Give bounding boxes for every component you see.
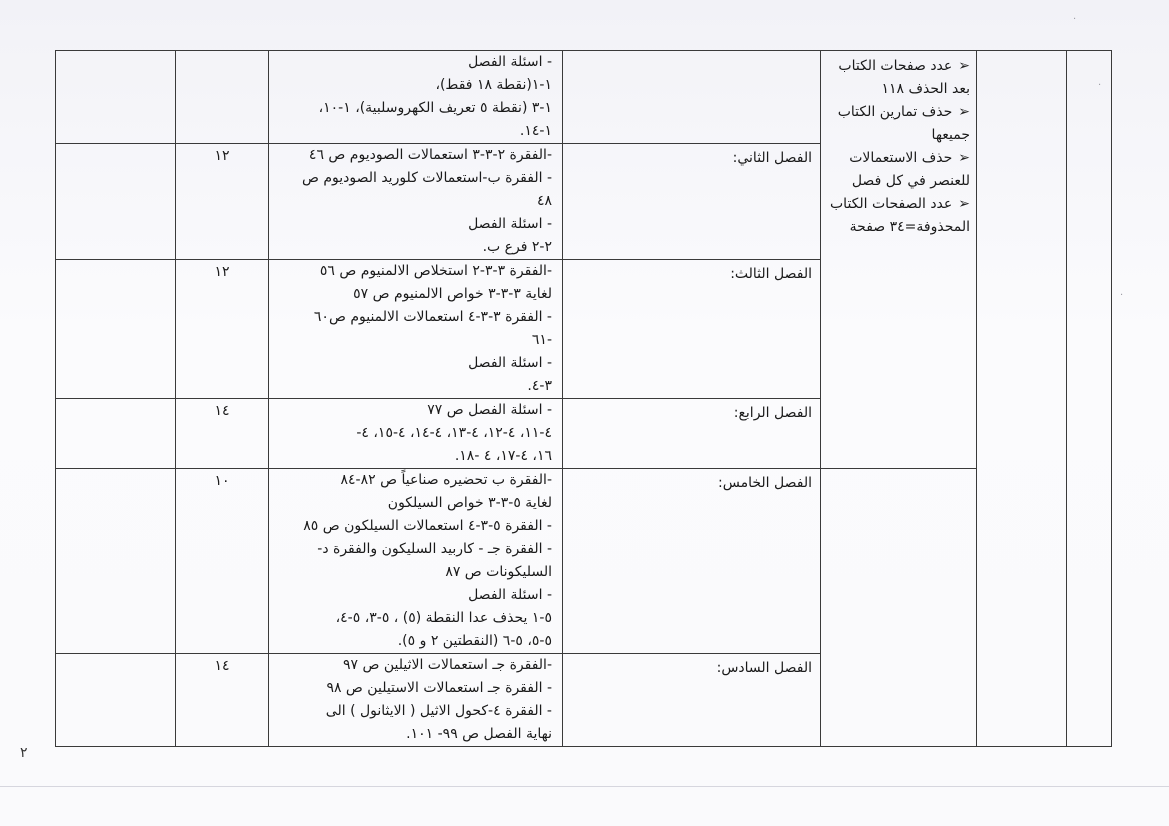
empty-cell [56, 260, 176, 399]
content-line: لغاية ٥-٣-٣ خواص السيلكون [387, 495, 552, 511]
note-item [825, 55, 970, 101]
notes-continuation-cell [821, 469, 977, 747]
content-line: ٥-٥، ٥-٦ (النقطتين ٢ و ٥). [397, 633, 552, 649]
scan-speck: · [1120, 290, 1124, 301]
scan-speck: · [1098, 80, 1102, 91]
note-text: حذف تمارين الكتاب جميعها [837, 104, 970, 143]
content-line: - الفقرة ب-استعمالات كلوريد الصوديوم ص [301, 170, 552, 186]
chapter-cell: الفصل السادس: [563, 654, 821, 747]
table-row [56, 469, 1112, 654]
content-line: ١٦، ٤-١٧، ٤ -١٨. [454, 448, 552, 464]
notes-cell [821, 51, 977, 469]
arrow-bullet-icon: ➢ [958, 104, 970, 120]
chapter-cell: الفصل الرابع: [563, 399, 821, 469]
content-cell [269, 469, 563, 654]
content-line: ٤٨ [536, 193, 552, 209]
content-line: ١-١(نقطة ١٨ فقط)، [435, 77, 552, 93]
content-line: ١-١٤. [519, 123, 552, 139]
note-item [825, 101, 970, 147]
content-cell [269, 399, 563, 469]
content-line: ٣-٤. [527, 378, 552, 394]
scan-speck: · [1073, 14, 1077, 25]
content-line: -الفقرة ٣-٣-٢ استخلاص الالمنيوم ص ٥٦ [319, 263, 552, 279]
note-item [825, 193, 970, 239]
content-cell [269, 51, 563, 144]
content-line: - اسئلة الفصل [468, 54, 552, 70]
chapter-cell: الفصل الثالث: [563, 260, 821, 399]
content-line: - اسئلة الفصل [468, 216, 552, 232]
content-line: - اسئلة الفصل [468, 587, 552, 603]
empty-cell [56, 51, 176, 144]
pages-cell: ١٢ [176, 260, 269, 399]
empty-cell [56, 469, 176, 654]
arrow-bullet-icon: ➢ [958, 150, 970, 166]
content-cell [269, 144, 563, 260]
content-line: -الفقرة ب تحضيره صناعياً ص ٨٢-٨٤ [340, 472, 552, 488]
content-line: - الفقرة جـ - كاربيد السليكون والفقرة د- [317, 541, 552, 557]
content-line: السليكونات ص ٨٧ [445, 564, 552, 580]
arrow-bullet-icon: ➢ [958, 196, 970, 212]
content-line: ٤-١١، ٤-١٢، ٤-١٣، ٤-١٤، ٤-١٥، ٤- [356, 425, 552, 441]
content-line: لغاية ٣-٣-٣ خواص الالمنيوم ص ٥٧ [353, 286, 552, 302]
table-row [56, 51, 1112, 144]
arrow-bullet-icon: ➢ [958, 58, 970, 74]
empty-cell [977, 51, 1067, 747]
pages-cell: ١٤ [176, 654, 269, 747]
pages-cell [176, 51, 269, 144]
note-text: عدد صفحات الكتاب بعد الحذف ١١٨ [838, 58, 970, 97]
scan-edge-line [0, 786, 1169, 787]
empty-cell [1067, 51, 1112, 747]
content-line: ٥-١ يحذف عدا النقطة (٥) ، ٥-٣، ٥-٤، [335, 610, 552, 626]
curriculum-table [55, 50, 1112, 747]
content-line: - الفقرة ٣-٣-٤ استعمالات الالمنيوم ص٦٠ [313, 309, 552, 325]
note-text: عدد الصفحات الكتاب المحذوفة=٣٤ صفحة [830, 196, 970, 235]
content-line: -٦١ [531, 332, 552, 348]
pages-cell: ١٠ [176, 469, 269, 654]
chapter-cell: الفصل الثاني: [563, 144, 821, 260]
content-line: - الفقرة ٤-كحول الاثيل ( الايثانول ) الى [325, 703, 552, 719]
content-line: - الفقرة ٥-٣-٤ استعمالات السيلكون ص ٨٥ [303, 518, 552, 534]
content-line: - الفقرة جـ استعمالات الاستيلين ص ٩٨ [326, 680, 552, 696]
content-line: -الفقرة ٢-٣-٣ استعمالات الصوديوم ص ٤٦ [308, 147, 552, 163]
content-line: - اسئلة الفصل [468, 355, 552, 371]
chapter-cell [563, 51, 821, 144]
empty-cell [56, 144, 176, 260]
empty-cell [56, 654, 176, 747]
pages-cell: ١٢ [176, 144, 269, 260]
pages-cell: ١٤ [176, 399, 269, 469]
content-cell [269, 654, 563, 747]
note-text: حذف الاستعمالات للعنصر في كل فصل [849, 150, 970, 189]
content-line: -الفقرة جـ استعمالات الاثيلين ص ٩٧ [342, 657, 552, 673]
content-line: نهاية الفصل ص ٩٩- ١٠١. [406, 726, 552, 742]
content-line: ٢-٢ فرع ب. [482, 239, 552, 255]
chapter-cell: الفصل الخامس: [563, 469, 821, 654]
page-number: ٢ [20, 745, 28, 761]
empty-cell [56, 399, 176, 469]
content-cell [269, 260, 563, 399]
content-line: - اسئلة الفصل ص ٧٧ [427, 402, 552, 418]
note-item [825, 147, 970, 193]
content-line: ١-٣ (نقطة ٥ تعريف الكهروسلبية)، ١-١٠، [318, 100, 552, 116]
